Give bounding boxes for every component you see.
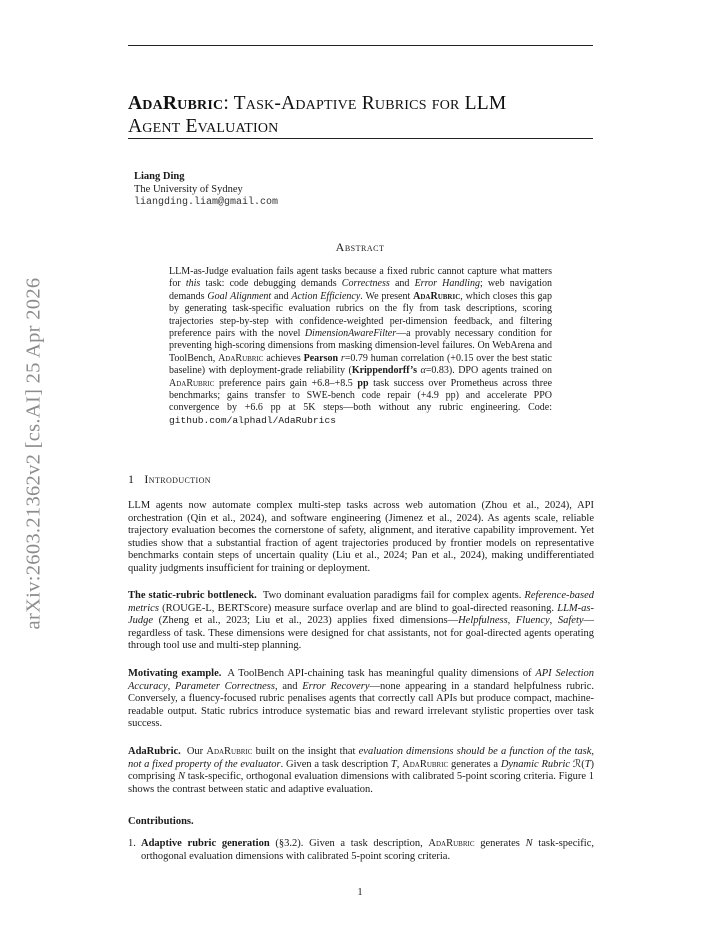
author-block bbox=[134, 170, 278, 209]
abstract-heading: Abstract bbox=[335, 240, 385, 254]
paragraph-lead-static-rubric: The static-rubric bottleneck. bbox=[128, 590, 257, 601]
title-rule bbox=[128, 138, 593, 139]
contribution-lead: Adaptive rubric generation bbox=[141, 838, 270, 849]
paragraph-2-text: Two dominant evaluation paradigms fail for complex agents. Reference-based metrics (ROUGE-L, BERTScore) measure surface overlap and are blind to goal-directed reasoning. LLM-as-Judge (Zheng et al., 2023; Liu et al., 2023) applies fixed dimensions—Helpfulness, Fluency, Safety—regardless of task. These dimensions were designed for chat assistants, not for goal-directed agents operating through tool use and multi-step planning. bbox=[128, 590, 595, 651]
title-name: AdaRubric bbox=[128, 93, 224, 114]
title-line2: Agent Evaluation bbox=[128, 116, 279, 137]
paragraph-lead-adarubric: AdaRubric. bbox=[128, 746, 181, 757]
abstract-body: LLM-as-Judge evaluation fails agent tasks because a fixed rubric cannot capture what matters for this task: code debugging demands Correctness and Error Handling; web navigation demands Goal Alignment and Action Efficiency. We present AdaRubric, which closes this gap by generating task-specific evaluation rubrics on the fly from task descriptions, scoring trajectories step-by-step with confidence-weighted per-dimension feedback, and filtering preference pairs with the novel DimensionAwareFilter—a provably necessary condition for preventing high-scoring dimensions from masking dimension-level failures. On WebArena and ToolBench, AdaRubric achieves Pearson r=0.79 human correlation (+0.15 over the best static baseline) with deployment-grade reliability (Krippendorff’s α=0.83). DPO agents trained on AdaRubric preference pairs gain +6.8–+8.5 pp task success over Prometheus across three benchmarks; gains transfer to SWE-bench code repair (+4.9 pp) and accelerate PPO convergence by +6.6 pp at 5K steps—both without any rubric engineering. Code: github.com/alphadl/AdaRubrics bbox=[169, 266, 553, 426]
contribution-item-1 bbox=[128, 838, 594, 863]
contribution-text: (§3.2). Given a task description, AdaRubric generates N task-specific, orthogonal evaluation dimensions with calibrated 5-point scoring criteria. bbox=[141, 838, 594, 862]
intro-paragraph-3 bbox=[128, 668, 594, 731]
author-name: Liang Ding bbox=[134, 171, 185, 182]
intro-paragraph-4 bbox=[128, 746, 594, 796]
arxiv-stamp-text: arXiv:2603.21362v2 [cs.AI] 25 Apr 2026 bbox=[22, 277, 45, 629]
page-number: 1 bbox=[357, 887, 363, 898]
list-marker: 1. bbox=[128, 838, 136, 849]
top-rule bbox=[128, 45, 593, 46]
paragraph-lead-motivating: Motivating example. bbox=[128, 668, 222, 679]
title-rest: : Task-Adaptive Rubrics for LLM bbox=[223, 93, 507, 114]
intro-paragraph-2 bbox=[128, 590, 594, 653]
contributions-heading: Contributions. bbox=[128, 816, 194, 827]
section-title: Introduction bbox=[144, 472, 211, 486]
paragraph-4-text: Our AdaRubric built on the insight that evaluation dimensions should be a function of the task, not a fixed property of the evaluator. Given a task description T, AdaRubric generates a Dynamic Rubric ℛ(T) comprising N task-specific, orthogonal evaluation dimensions with calibrated 5-point scoring criteria. Figure 1 shows the contrast between static and adaptive evaluation. bbox=[128, 746, 595, 795]
arxiv-stamp bbox=[22, 264, 46, 642]
paragraph-3-text: A ToolBench API-chaining task has meaningful quality dimensions of API Selection Accuracy, Parameter Correctness, and Error Recovery—none appearing in a standard helpfulness rubric. Conversely, a fluency-focused rubric penalises agents that correctly call APIs but produce compact, machine-readable output. Static rubrics introduce systematic bias and reward irrelevant stylistic properties over task success. bbox=[128, 668, 594, 729]
section-number: 1 bbox=[128, 472, 135, 486]
section-heading-introduction bbox=[128, 472, 211, 487]
intro-paragraph-1: LLM agents now automate complex multi-step tasks across web automation (Zhou et al., 2024), API orchestration (Qin et al., 2024), and software engineering (Jimenez et al., 2024). As agents scale, reliable trajectory evaluation becomes the cornerstone of safety, alignment, and iterative capability improvement. Yet studies show that a substantial fraction of agent trajectories produced by frontier models on representative benchmarks contain steps of uncertain quality (Liu et al., 2024; Pan et al., 2024), making undifferentiated quality judgments insufficient for training or deployment. bbox=[128, 500, 594, 574]
author-email[interactable]: liangding.liam@gmail.com bbox=[134, 197, 279, 208]
paper-title bbox=[128, 92, 598, 138]
author-affiliation: The University of Sydney bbox=[134, 184, 243, 195]
